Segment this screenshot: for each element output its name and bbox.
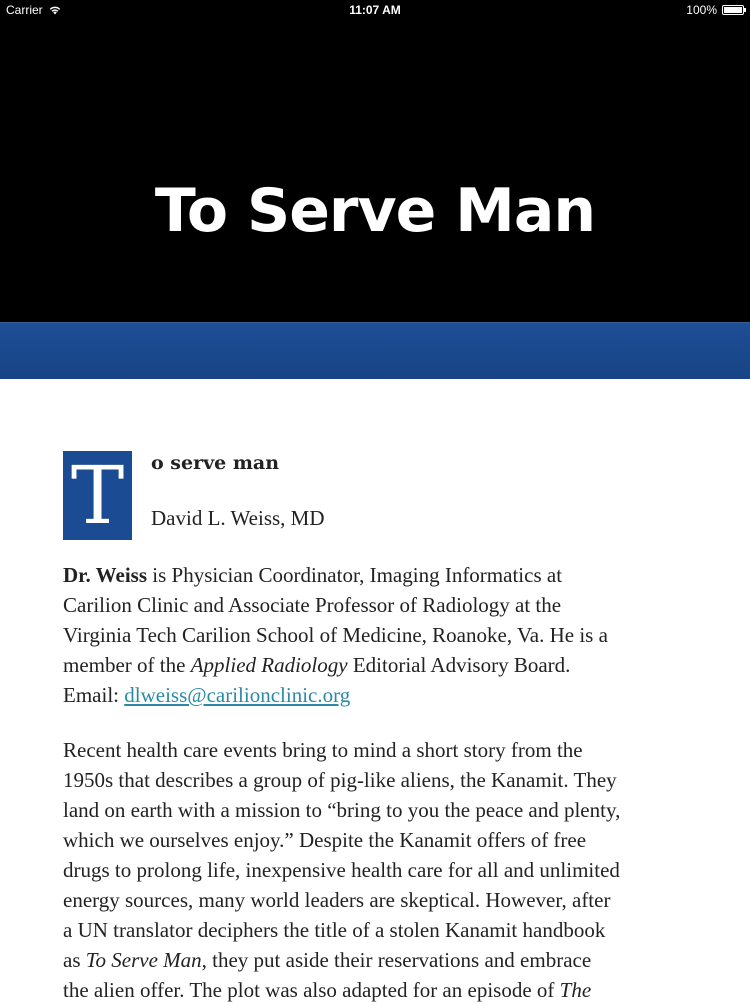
hero-banner xyxy=(0,20,750,322)
article-author: David L. Weiss, MD xyxy=(151,506,325,530)
bio-name: Dr. Weiss xyxy=(63,563,148,587)
body-line-1: Recent health care events bring to mind a short story from the xyxy=(63,738,583,762)
dropcap-letter: T xyxy=(63,451,132,540)
body-line-8 xyxy=(63,945,703,975)
battery-fill xyxy=(724,7,742,13)
body-line-3: land on earth with a mission to “bring to you the peace and plenty, xyxy=(63,798,621,822)
body-line-8-pre: as xyxy=(63,948,86,972)
bio-line-1-text: is Physician Coordinator, Imaging Informatics at xyxy=(147,563,563,587)
article-header xyxy=(63,451,693,541)
blue-band xyxy=(0,323,750,379)
body-line-8-post: , they put aside their reservations and embrace xyxy=(201,948,592,972)
show-title-start: The xyxy=(559,978,592,1002)
bio-line-4-pre: member of the xyxy=(63,653,191,677)
battery-percent: 100% xyxy=(686,3,717,17)
bio-line-3: Virginia Tech Carilion School of Medicine, Roanoke, Va. He is a xyxy=(63,623,608,647)
bio-line-1 xyxy=(63,560,703,590)
status-bar xyxy=(0,0,750,20)
bio-line-5 xyxy=(63,680,703,710)
email-link[interactable]: dlweiss@carilionclinic.org xyxy=(124,683,351,707)
body-line-5: drugs to prolong life, inexpensive health care for all and unlimited xyxy=(63,858,620,882)
bio-line-4-post: Editorial Advisory Board. xyxy=(347,653,571,677)
carrier-label: Carrier xyxy=(6,3,43,17)
body-line-4: which we ourselves enjoy.” Despite the Kanamit offers of free xyxy=(63,828,587,852)
body-paragraph xyxy=(63,735,703,1005)
email-label: Email: xyxy=(63,683,125,707)
body-line-7: a UN translator deciphers the title of a stolen Kanamit handbook xyxy=(63,918,606,942)
battery-cap xyxy=(744,8,746,12)
battery-icon xyxy=(722,5,744,15)
author-bio xyxy=(63,560,703,710)
status-right xyxy=(686,3,744,17)
body-line-2: 1950s that describes a group of pig-like aliens, the Kanamit. They xyxy=(63,768,617,792)
bio-line-4 xyxy=(63,650,703,680)
bio-line-2: Carilion Clinic and Associate Professor of Radiology at the xyxy=(63,593,562,617)
story-title: To Serve Man xyxy=(85,948,202,972)
article-title: o serve man xyxy=(151,452,280,474)
journal-name: Applied Radiology xyxy=(190,653,348,677)
body-line-9 xyxy=(63,975,703,1005)
status-time: 11:07 AM xyxy=(349,3,401,17)
hero-title: To Serve Man xyxy=(154,176,596,246)
body-line-9-pre: the alien offer. The plot was also adapted for an episode of xyxy=(63,978,560,1002)
body-line-6: energy sources, many world leaders are skeptical. However, after xyxy=(63,888,611,912)
